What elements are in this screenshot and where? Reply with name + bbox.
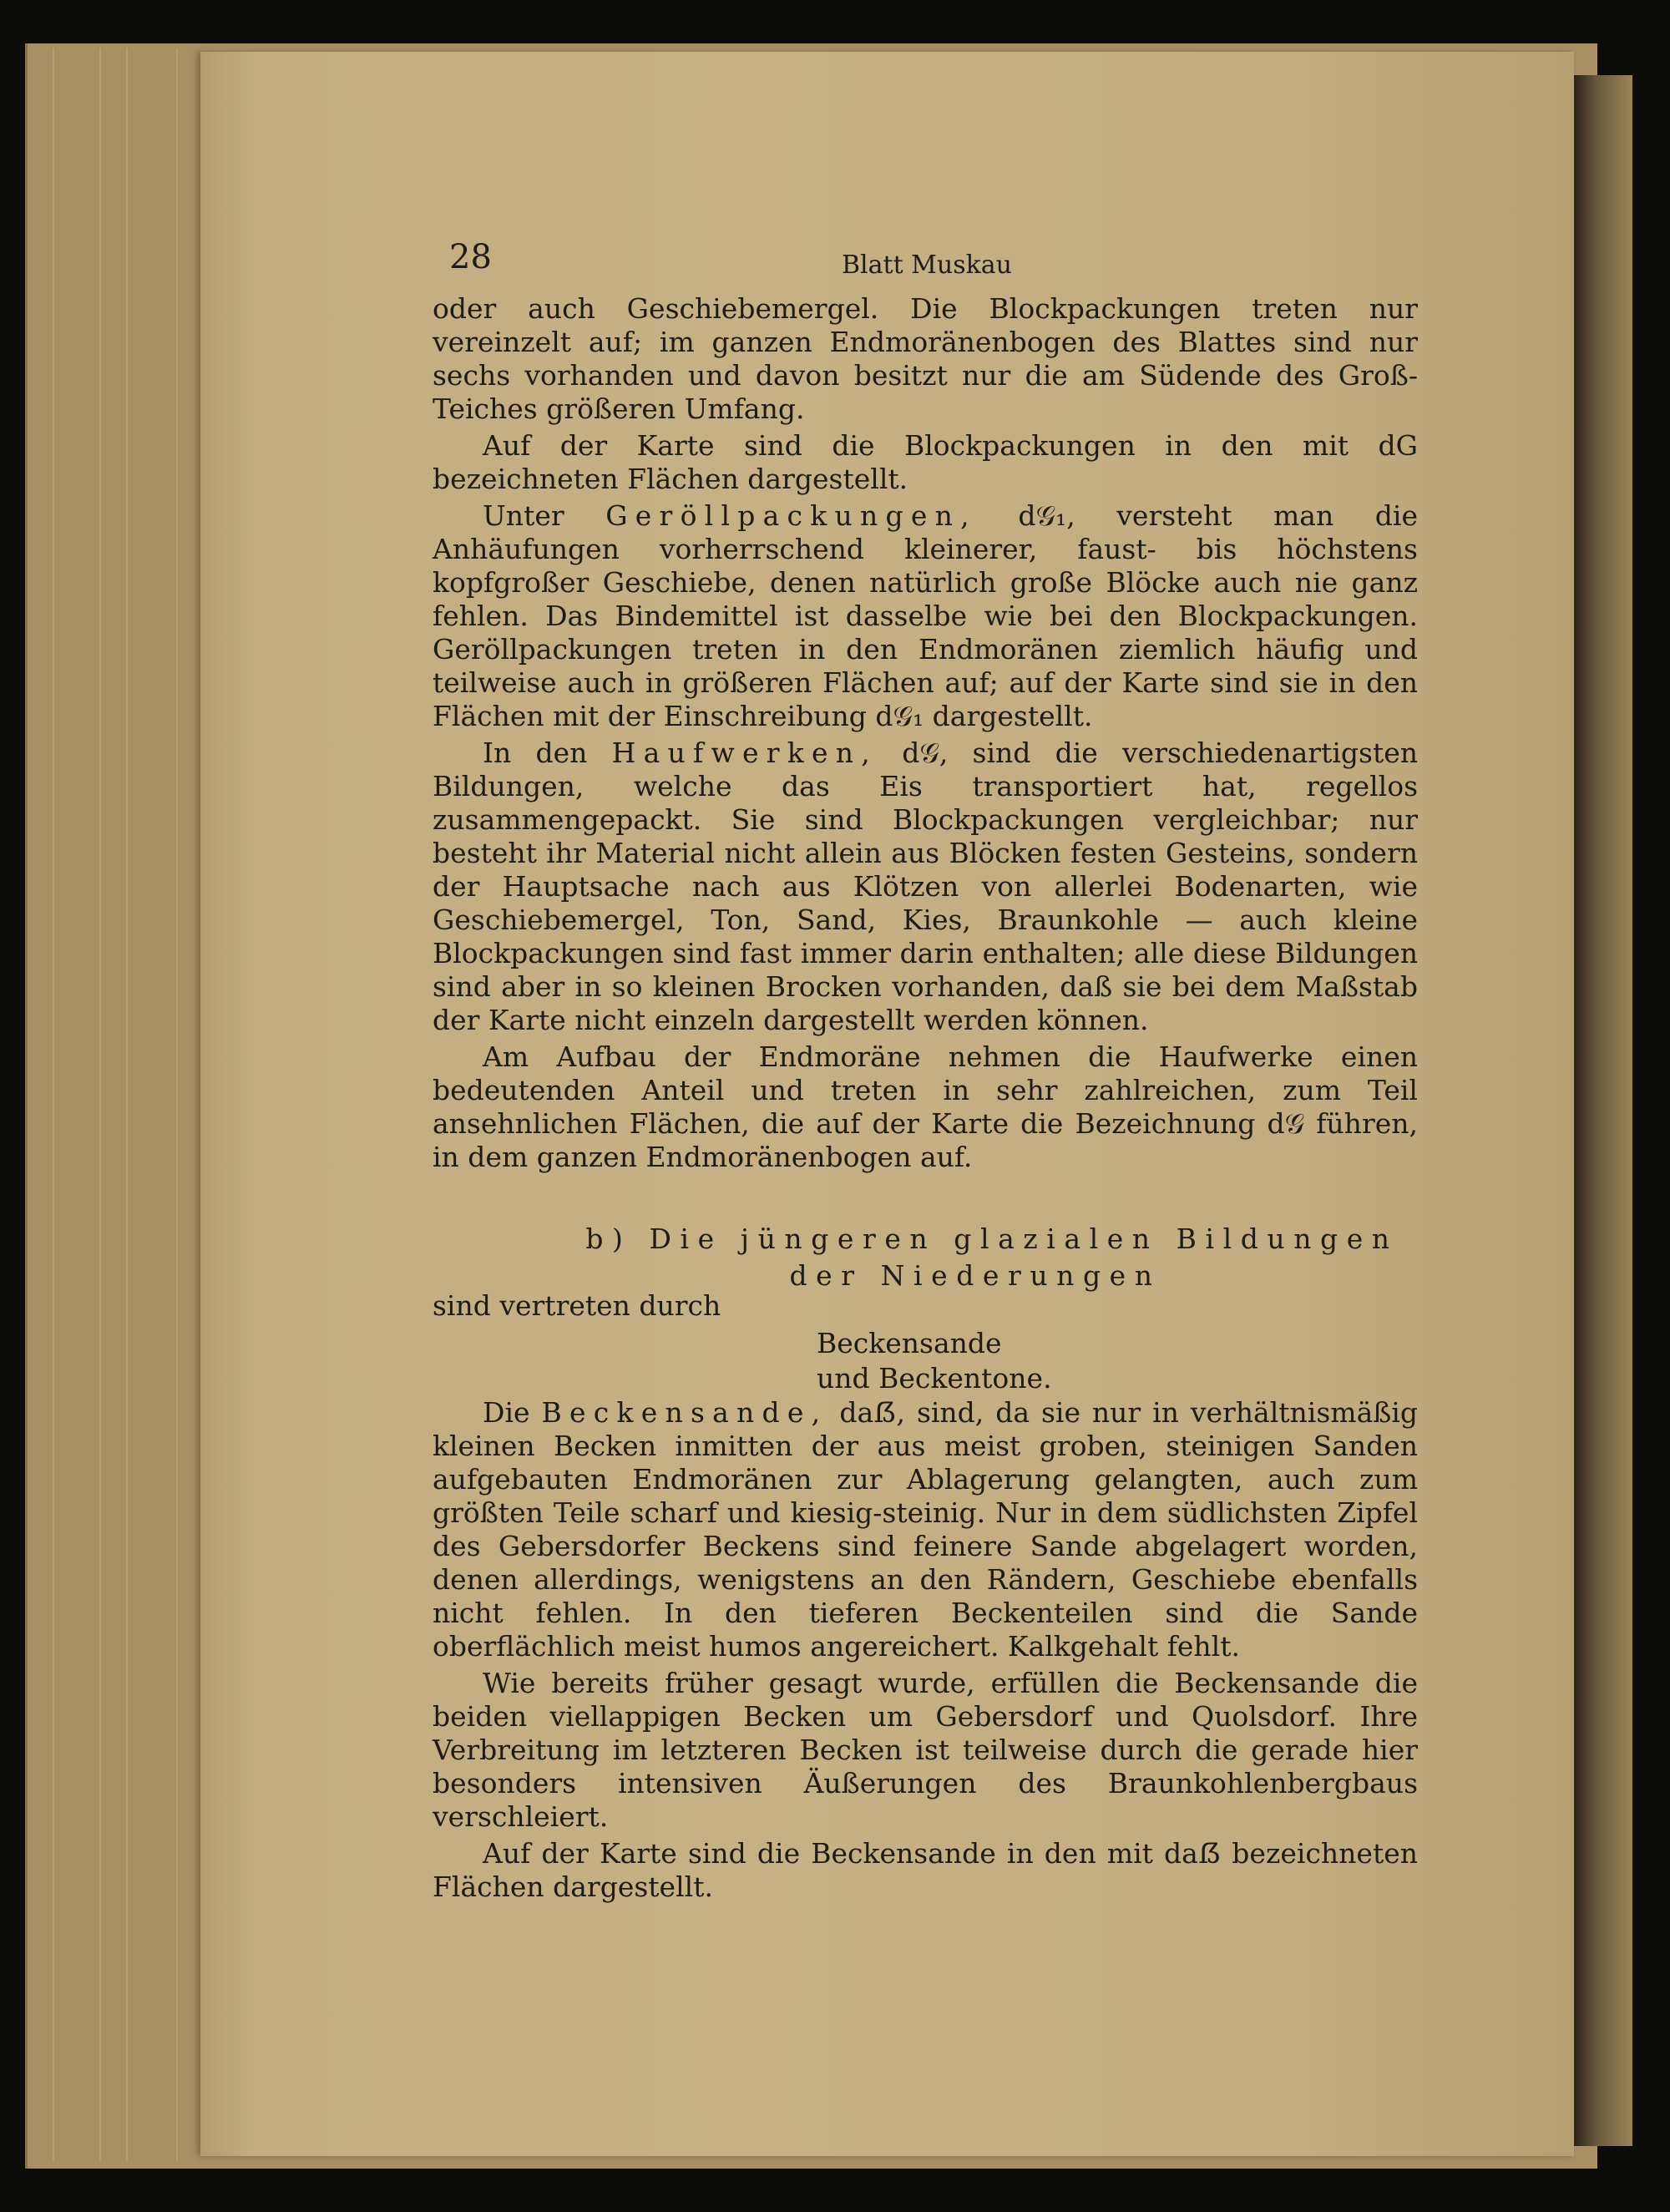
emphasized-term: Haufwerken, [611, 736, 878, 769]
paragraph-lead: In den [483, 736, 588, 769]
page-number: 28 [449, 238, 492, 276]
page-edge [125, 48, 129, 2161]
paragraph-lead: Die [483, 1396, 530, 1429]
paragraph: Am Aufbau der Endmoräne nehmen die Haufwerke einen bedeutenden Anteil und treten in sehr zahlreichen, zum Teil ansehnlichen Flächen, die auf der Karte die Bezeichnung d𝒢 führen, in dem ganzen Endmoränenbogen auf. [433, 1040, 1418, 1173]
page-edge [175, 48, 179, 2161]
paragraph: Wie bereits früher gesagt wurde, erfüllen die Beckensande die beiden viellappigen Becken um Gebersdorf und Quolsdorf. Ihre Verbreitung im letzteren Becken ist teilweise durch die gerade hier besonders intensiven Äußerungen des Braunkohlenbergbaus verschleiert. [433, 1667, 1418, 1833]
paragraph: Auf der Karte sind die Beckensande in den mit daẞ bezeichneten Flächen dargestellt. [433, 1837, 1418, 1903]
page-edge [52, 48, 55, 2161]
emphasized-term: Beckensande, [541, 1396, 828, 1429]
page-content [433, 234, 1418, 1904]
paragraph-lead: Unter [483, 499, 564, 532]
section-heading-line: b) Die jüngeren glazialen Bildungen [585, 1222, 1399, 1255]
page-header [433, 234, 1418, 292]
paragraph: oder auch Geschiebemergel. Die Blockpackungen treten nur vereinzelt auf; im ganzen Endmoränenbogen des Blattes sind nur sechs vorhanden und davon besitzt nur die am Südende des Groß-Teiches größeren Umfang. [433, 292, 1418, 425]
list-item: und Beckentone. [817, 1362, 1052, 1395]
paragraph [433, 499, 1418, 733]
paragraph-text: d𝒢₁, versteht man die Anhäufungen vorherrschend kleinerer, faust- bis höchstens kopfgroßer Geschiebe, denen natürlich große Blöcke auch nie ganz fehlen. Das Bindemittel ist dasselbe wie bei den Blockpackungen. Geröllpackungen treten in den Endmoränen ziemlich häufig und teilweise auch in größeren Flächen auf; auf der Karte sind sie in den Flächen mit der Einschreibung d𝒢₁ dargestellt. [433, 499, 1418, 732]
page-edge [99, 48, 102, 2161]
paragraph [433, 736, 1418, 1037]
list-item: Beckensande [817, 1327, 1002, 1359]
paragraph-text: daẞ, sind, da sie nur in verhältnismäßig kleinen Becken inmitten der aus meist groben, steinigen Sanden aufgebauten Endmoränen zur Ablagerung gelangten, auch zum größten Teile scharf und kiesig-steinig. Nur in dem südlichsten Zipfel des Gebersdorfer Beckens sind feinere Sande abgelagert worden, denen allerdings, wenigstens an den Rändern, Geschiebe ebenfalls nicht fehlen. In den tieferen Beckenteilen sind die Sande oberflächlich meist humos angereichert. Kalkgehalt fehlt. [433, 1396, 1418, 1663]
running-title: Blatt Muskau [842, 251, 1012, 280]
intro-line: sind vertreten durch [433, 1289, 721, 1322]
paragraph [433, 1396, 1418, 1663]
emphasized-term: Geröllpackungen, [605, 499, 977, 532]
paragraph: Auf der Karte sind die Blockpackungen in den mit dG bezeichneten Flächen dargestellt. [433, 429, 1418, 495]
paragraph-text: d𝒢, sind die verschiedenartigsten Bildungen, welche das Eis transportiert hat, regellos zusammengepackt. Sie sind Blockpackungen vergleichbar; nur besteht ihr Material nicht allein aus Blöcken festen Gesteins, sondern der Hauptsache nach aus Klötzen von allerlei Bodenarten, wie Geschiebemergel, Ton, Sand, Kies, Braunkohle — auch kleine Blockpackungen sind fast immer darin enthalten; alle diese Bildungen sind aber in so kleinen Brocken vorhanden, daß sie bei dem Maßstab der Karte nicht einzeln dargestellt werden können. [433, 736, 1419, 1036]
section-heading-line: der Niederungen [789, 1259, 1161, 1292]
term-list [433, 1326, 1418, 1396]
section-heading [433, 1221, 1418, 1294]
facing-page-edge [1574, 75, 1632, 2146]
